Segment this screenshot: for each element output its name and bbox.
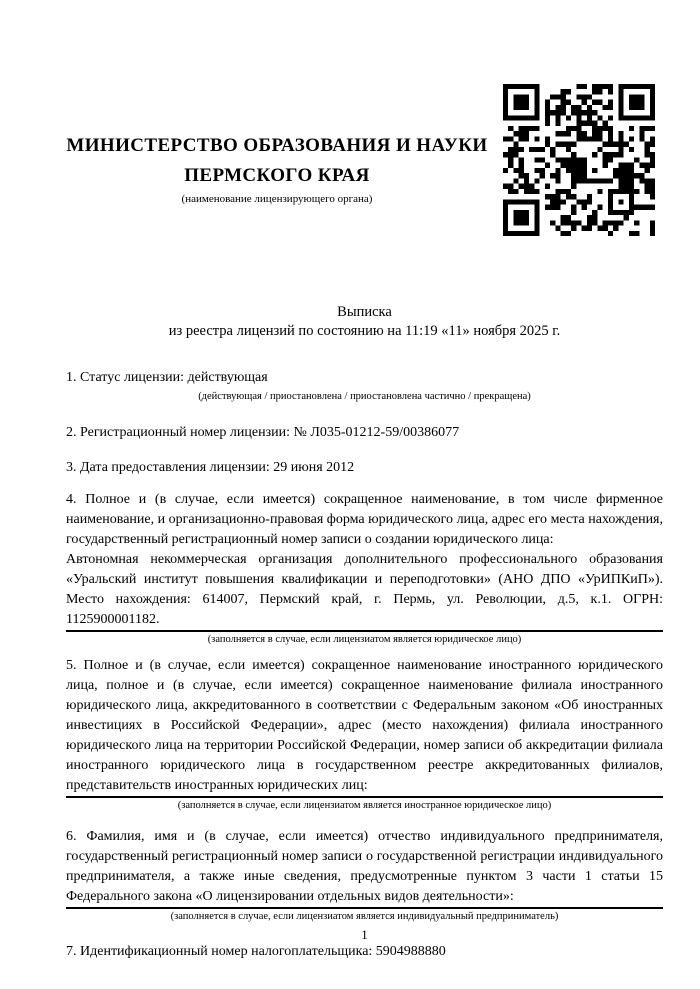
- foreign-entity-section: [66, 656, 663, 796]
- entrepreneur-question: 6. Фамилия, имя и (в случае, если имеется) отчество индивидуального предпринимателя, государственный регистрационный номер записи о государственной регистрации индивидуального предпринимателя, а также иные сведения, предусмотренные пунктом 3 части 1 статьи 15 Федерального закона «О лицензировании отдельных видов деятельности»:: [66, 829, 663, 904]
- license-grant-date: 3. Дата предоставления лицензии: 29 июня 2012: [66, 460, 355, 475]
- taxpayer-id: 7. Идентификационный номер налогоплательщика: 5904988880: [66, 944, 446, 959]
- license-registration-number: 2. Регистрационный номер лицензии: № Л035-01212-59/00386077: [66, 425, 460, 440]
- foreign-entity-note: (заполняется в случае, если лицензиатом является иностранное юридическое лицо): [177, 800, 552, 811]
- document-title-line2: из реестра лицензий по состоянию на 11:19 «11» ноября 2025 г.: [168, 323, 561, 339]
- ministry-name-line2: ПЕРМСКОГО КРАЯ: [184, 165, 370, 186]
- license-status: 1. Статус лицензии: действующая: [66, 370, 268, 385]
- document-title: [66, 303, 663, 341]
- document-content: [66, 0, 663, 962]
- legal-entity-section: [66, 490, 663, 630]
- licensing-authority-header: [66, 131, 488, 207]
- legal-entity-question: 4. Полное и (в случае, если имеется) сокращенное наименование, в том числе фирменное наименование, и организационно-правовая форма юридического лица, адрес его места нахождения, государственный регистрационный номер записи о создании юридического лица:: [66, 492, 663, 547]
- foreign-entity-question: 5. Полное и (в случае, если имеется) сокращенное наименование иностранного юридического лица, полное и (в случае, если имеется) сокращенное наименование филиала иностранного юридического лица, аккредитованного в соответствии с Федеральным законом «Об иностранных инвестициях в Российской Федерации», адрес (место нахождения) филиала иностранного юридического лица на территории Российской Федерации, номер записи об аккредитации филиала иностранного юридического лица в государственном реестре аккредитованных филиалов, представительств иностранных юридических лиц:: [66, 658, 663, 793]
- ministry-caption: (наименование лицензирующего органа): [181, 193, 373, 205]
- page-number: 1: [361, 927, 368, 942]
- legal-entity-value: Автономная некоммерческая организация дополнительного профессионального образования «Уральский институт повышения квалификации и переподготовки» (АНО ДПО «УрИПКиП»). Место нахождения: 614007, Пермский край, г. Пермь, ул. Революции, д.5, к.1. ОГРН: 1125900001182.: [66, 552, 663, 627]
- entrepreneur-section: [66, 827, 663, 907]
- ministry-name-line1: МИНИСТЕРСТВО ОБРАЗОВАНИЯ И НАУКИ: [66, 135, 488, 156]
- license-status-note: (действующая / приостановлена / приостановлена частично / прекращена): [198, 391, 531, 402]
- document-title-line1: Выписка: [337, 304, 392, 320]
- legal-entity-note: (заполняется в случае, если лицензиатом является юридическое лицо): [207, 634, 522, 645]
- entrepreneur-note: (заполняется в случае, если лицензиатом является индивидуальный предприниматель): [170, 911, 559, 922]
